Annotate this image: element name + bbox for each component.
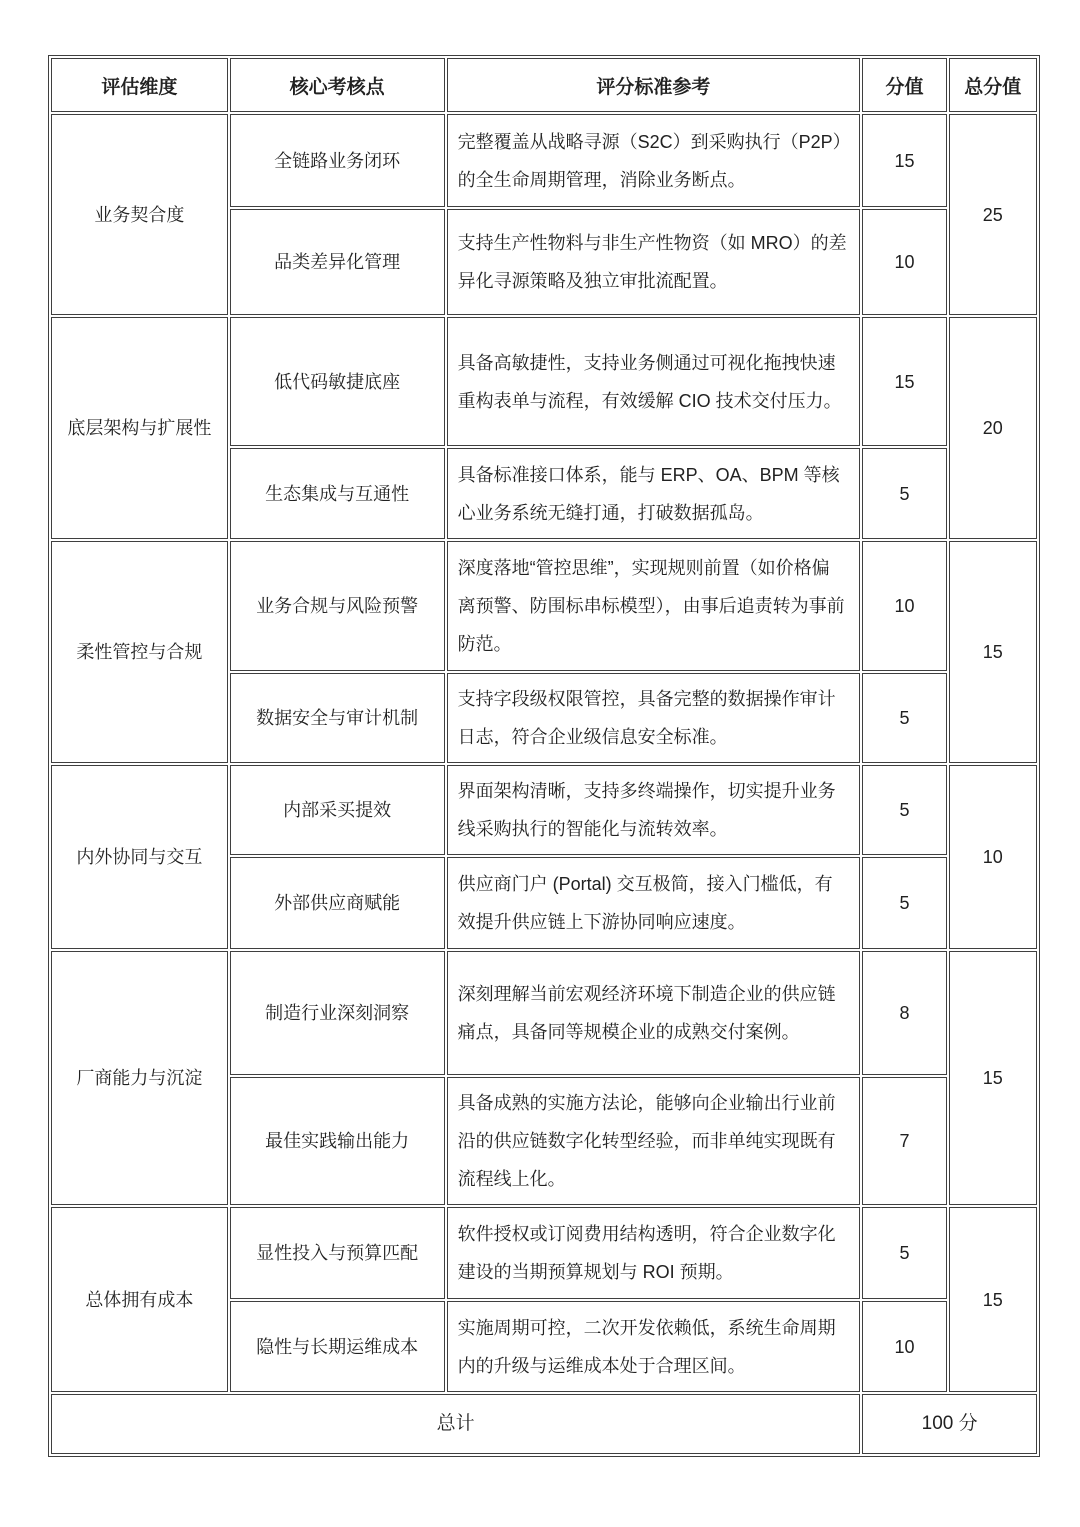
criteria-cell: 支持生产性物料与非生产性物资（如 MRO）的差异化寻源策略及独立审批流配置。 — [447, 209, 861, 315]
score-cell: 10 — [862, 209, 946, 315]
table-row — [51, 1207, 1037, 1299]
score-cell: 5 — [862, 1207, 946, 1299]
point-cell: 外部供应商赋能 — [230, 857, 445, 949]
point-cell: 显性投入与预算匹配 — [230, 1207, 445, 1299]
score-cell: 5 — [862, 857, 946, 949]
footer-row — [51, 1394, 1037, 1454]
score-cell: 5 — [862, 673, 946, 763]
header-cell-dimension: 评估维度 — [51, 58, 228, 112]
point-cell: 最佳实践输出能力 — [230, 1077, 445, 1205]
point-cell: 生态集成与互通性 — [230, 448, 445, 539]
total-score-cell: 25 — [949, 114, 1037, 315]
table-row — [51, 951, 1037, 1075]
total-score-cell: 10 — [949, 765, 1037, 949]
total-score-cell: 15 — [949, 951, 1037, 1205]
criteria-cell: 具备成熟的实施方法论，能够向企业输出行业前沿的供应链数字化转型经验，而非单纯实现既有流程线上化。 — [447, 1077, 861, 1205]
point-cell: 内部采买提效 — [230, 765, 445, 855]
header-row — [51, 58, 1037, 112]
criteria-cell: 支持字段级权限管控，具备完整的数据操作审计日志，符合企业级信息安全标准。 — [447, 673, 861, 763]
score-cell: 15 — [862, 317, 946, 446]
score-cell: 7 — [862, 1077, 946, 1205]
header-cell-total: 总分值 — [949, 58, 1037, 112]
total-score-cell: 15 — [949, 1207, 1037, 1392]
score-cell: 10 — [862, 1301, 946, 1392]
dimension-cell: 底层架构与扩展性 — [51, 317, 228, 539]
footer-label-cell: 总计 — [51, 1394, 860, 1454]
dimension-cell: 总体拥有成本 — [51, 1207, 228, 1392]
criteria-cell: 具备标准接口体系，能与 ERP、OA、BPM 等核心业务系统无缝打通，打破数据孤岛。 — [447, 448, 861, 539]
score-cell: 10 — [862, 541, 946, 671]
point-cell: 全链路业务闭环 — [230, 114, 445, 207]
table-row — [51, 114, 1037, 207]
total-score-cell: 15 — [949, 541, 1037, 763]
header-cell-score: 分值 — [862, 58, 946, 112]
dimension-cell: 厂商能力与沉淀 — [51, 951, 228, 1205]
point-cell: 业务合规与风险预警 — [230, 541, 445, 671]
point-cell: 制造行业深刻洞察 — [230, 951, 445, 1075]
point-cell: 数据安全与审计机制 — [230, 673, 445, 763]
criteria-cell: 供应商门户 (Portal) 交互极简，接入门槛低，有效提升供应链上下游协同响应速度。 — [447, 857, 861, 949]
point-cell: 品类差异化管理 — [230, 209, 445, 315]
point-cell: 隐性与长期运维成本 — [230, 1301, 445, 1392]
dimension-cell: 内外协同与交互 — [51, 765, 228, 949]
table-row — [51, 765, 1037, 855]
dimension-cell: 业务契合度 — [51, 114, 228, 315]
header-cell-criteria: 评分标准参考 — [447, 58, 861, 112]
score-cell: 5 — [862, 765, 946, 855]
criteria-cell: 深刻理解当前宏观经济环境下制造企业的供应链痛点，具备同等规模企业的成熟交付案例。 — [447, 951, 861, 1075]
point-cell: 低代码敏捷底座 — [230, 317, 445, 446]
criteria-cell: 深度落地“管控思维”，实现规则前置（如价格偏离预警、防围标串标模型），由事后追责转为事前防范。 — [447, 541, 861, 671]
criteria-cell: 具备高敏捷性，支持业务侧通过可视化拖拽快速重构表单与流程，有效缓解 CIO 技术交付压力。 — [447, 317, 861, 446]
criteria-cell: 软件授权或订阅费用结构透明，符合企业数字化建设的当期预算规划与 ROI 预期。 — [447, 1207, 861, 1299]
dimension-cell: 柔性管控与合规 — [51, 541, 228, 763]
header-cell-point: 核心考核点 — [230, 58, 445, 112]
criteria-cell: 完整覆盖从战略寻源（S2C）到采购执行（P2P）的全生命周期管理，消除业务断点。 — [447, 114, 861, 207]
total-score-cell: 20 — [949, 317, 1037, 539]
criteria-cell: 实施周期可控，二次开发依赖低，系统生命周期内的升级与运维成本处于合理区间。 — [447, 1301, 861, 1392]
table-row — [51, 317, 1037, 446]
criteria-cell: 界面架构清晰，支持多终端操作，切实提升业务线采购执行的智能化与流转效率。 — [447, 765, 861, 855]
score-cell: 15 — [862, 114, 946, 207]
evaluation-table — [48, 55, 1040, 1457]
score-cell: 8 — [862, 951, 946, 1075]
footer-total-cell: 100 分 — [862, 1394, 1037, 1454]
table-row — [51, 541, 1037, 671]
score-cell: 5 — [862, 448, 946, 539]
